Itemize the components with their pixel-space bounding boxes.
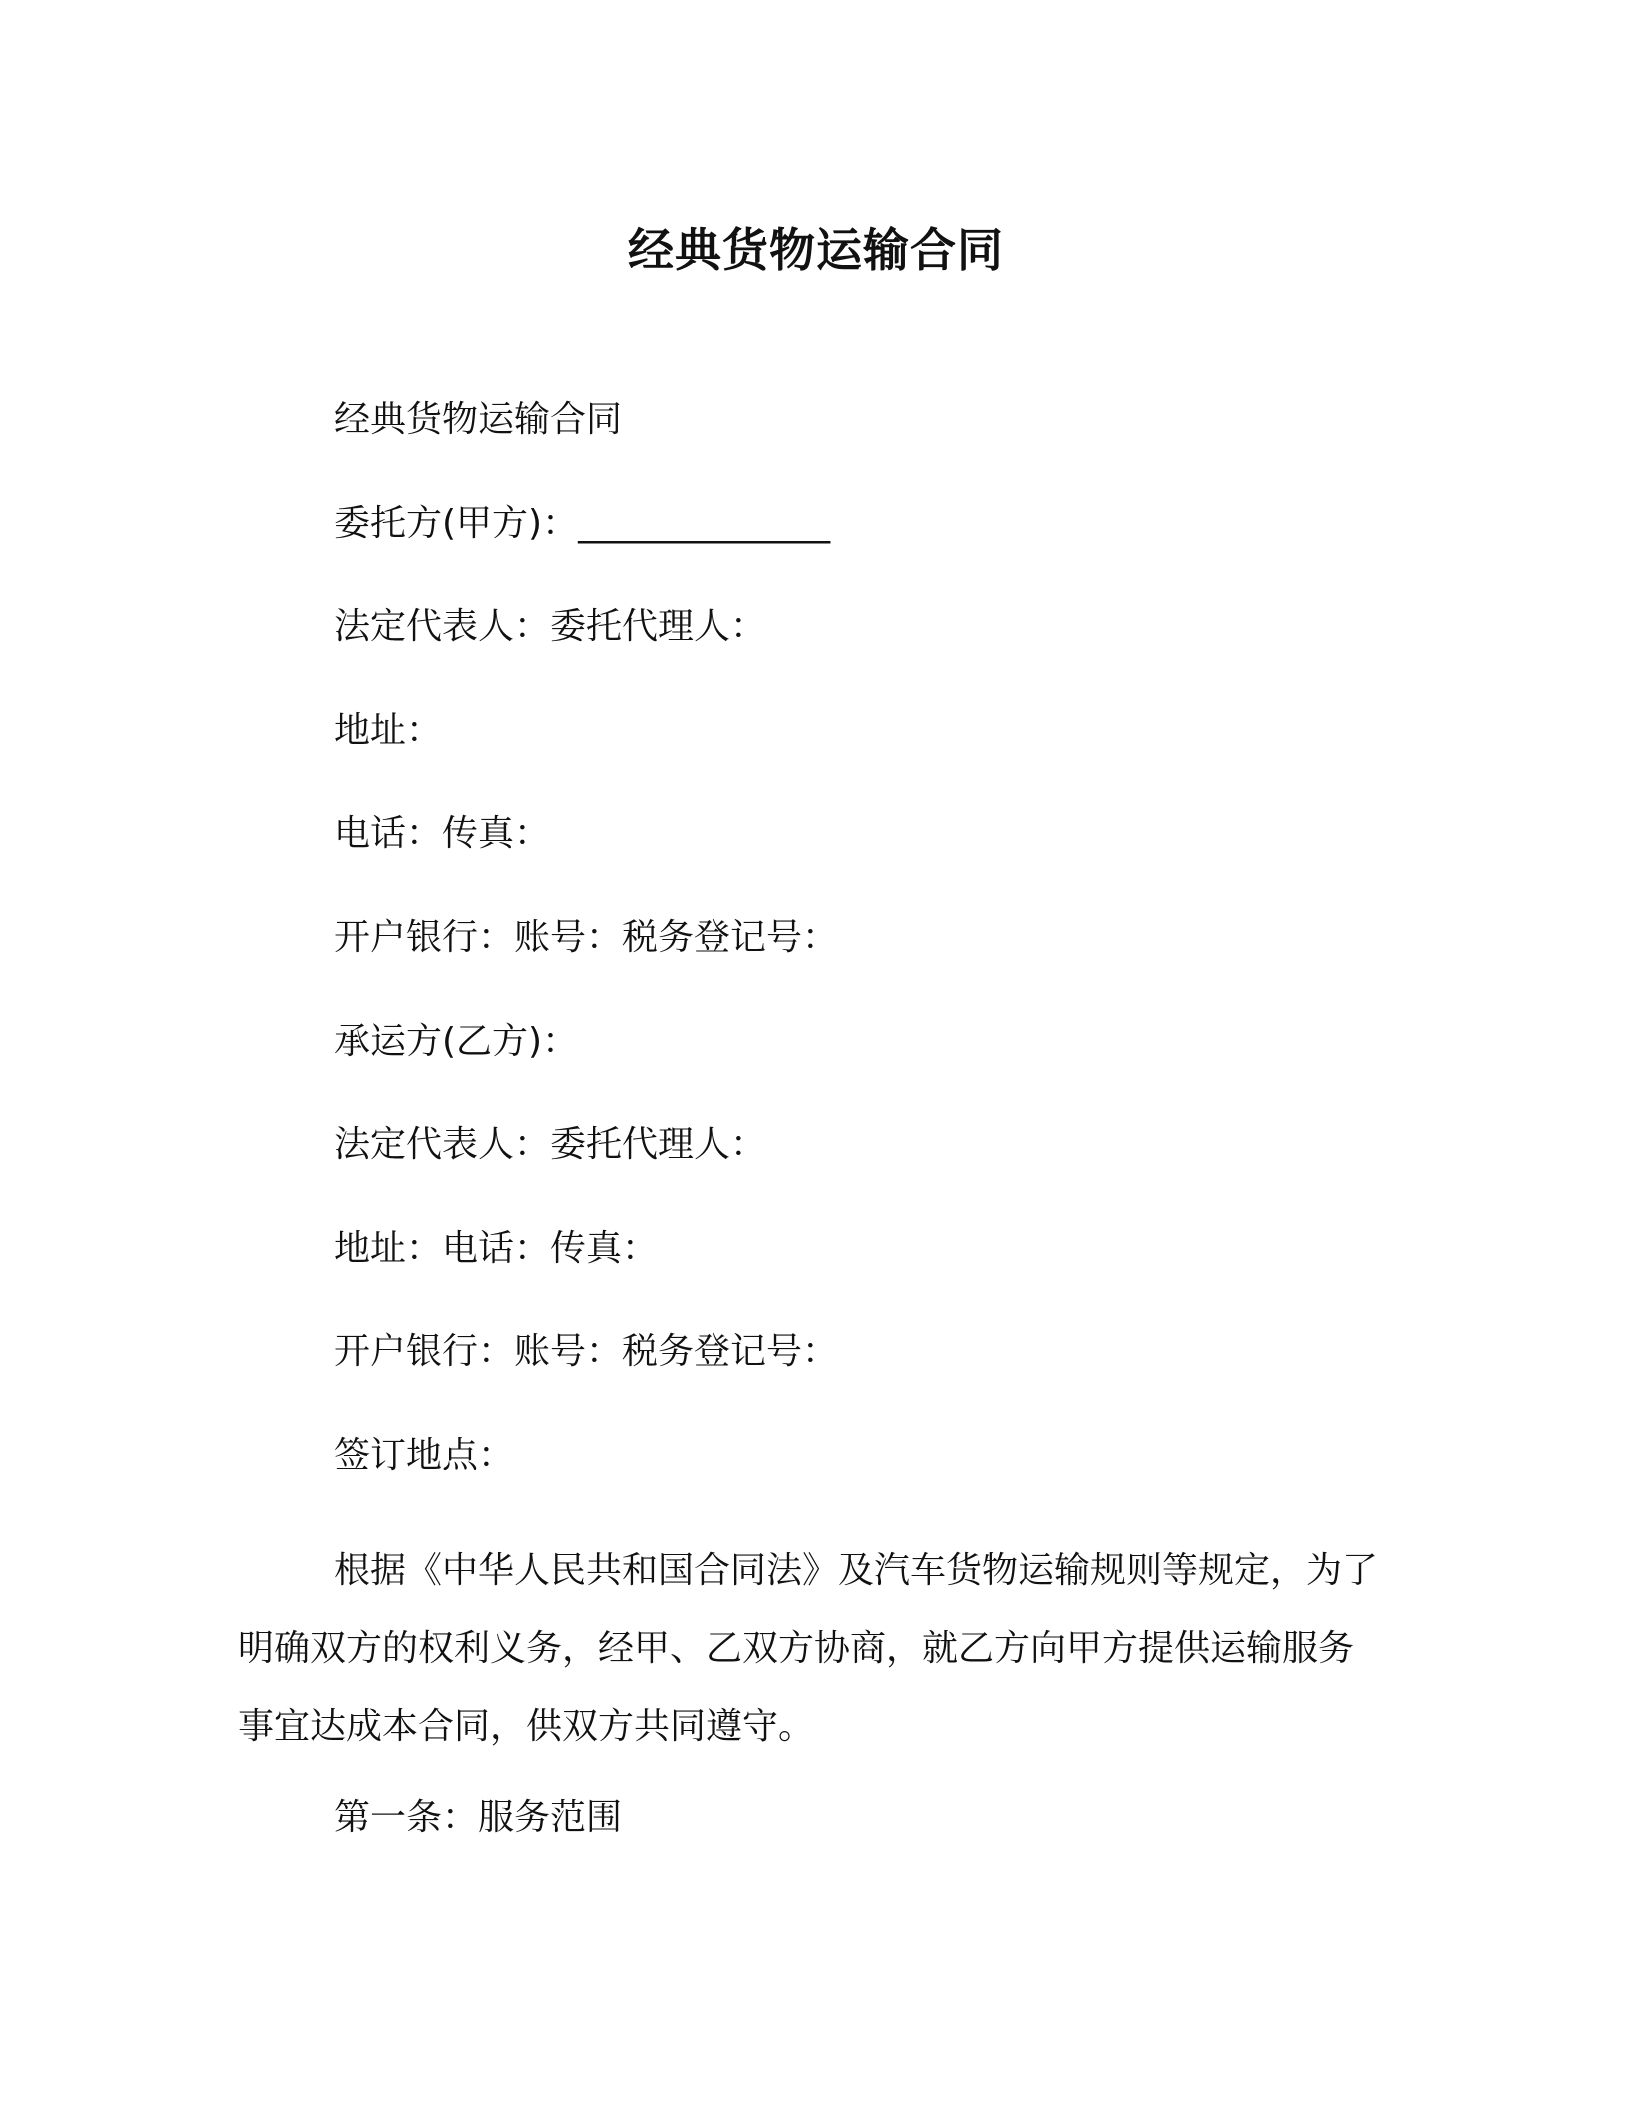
party-b-bank-line: 开户银行：账号：税务登记号： — [334, 1331, 839, 1372]
party-a-label: 委托方(甲方)： — [334, 503, 579, 544]
party-a-blank: ______________ — [578, 503, 831, 544]
party-a-representative-line: 法定代表人：委托代理人： — [334, 606, 767, 647]
party-b-line: 承运方(乙方)： — [334, 1021, 579, 1062]
party-b-representative-line: 法定代表人：委托代理人： — [334, 1124, 767, 1165]
contract-intro-paragraph: 根据《中华人民共和国合同法》及汽车货物运输规则等规定，为了明确双方的权利义务，经甲、乙双方协商，就乙方向甲方提供运输服务事宜达成本合同，供双方共同遵守。 — [238, 1550, 1379, 1747]
contract-subtitle: 经典货物运输合同 — [334, 399, 623, 440]
party-a-line — [334, 500, 830, 548]
article-1-heading: 第一条：服务范围 — [334, 1797, 623, 1838]
document-title: 经典货物运输合同 — [628, 223, 1004, 277]
party-a-address-line: 地址： — [334, 710, 443, 751]
party-b-address-phone-fax-line: 地址：电话：传真： — [334, 1228, 659, 1269]
party-a-bank-line: 开户银行：账号：税务登记号： — [334, 917, 839, 958]
party-a-phone-fax-line: 电话：传真： — [334, 813, 551, 854]
signing-location-line: 签订地点： — [334, 1435, 515, 1476]
